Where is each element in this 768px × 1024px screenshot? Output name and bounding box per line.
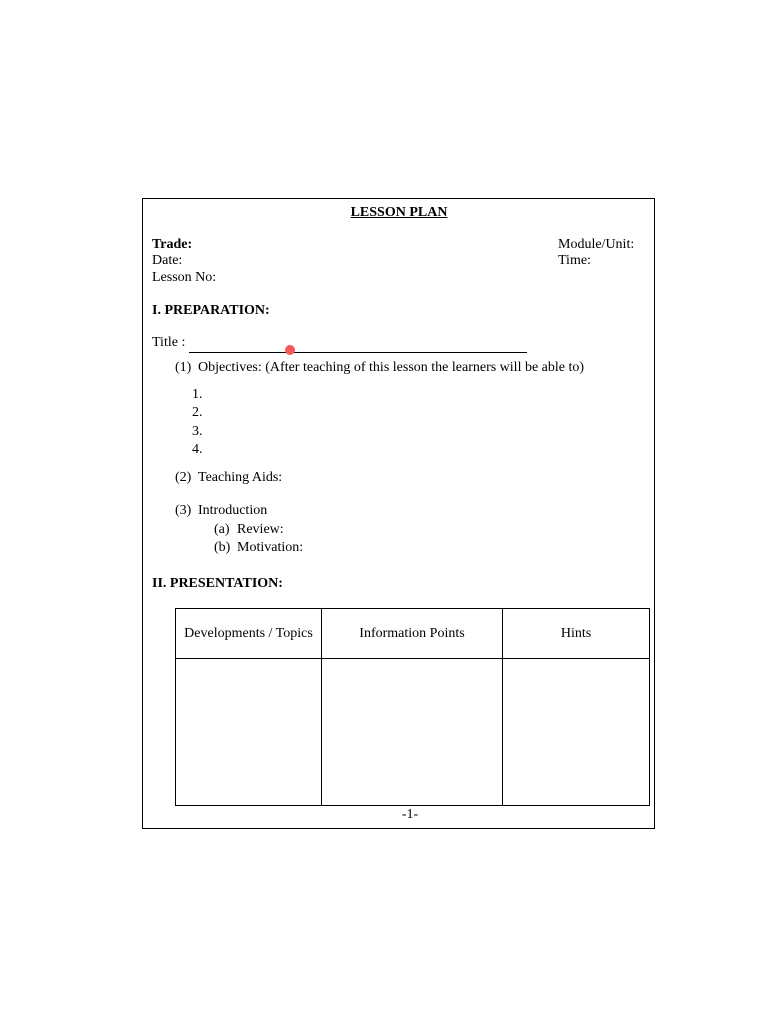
objectives-label: Objectives: (After teaching of this lesson the learners will be able to)	[198, 360, 585, 375]
objective-item: 4.	[192, 442, 203, 457]
objective-item: 3.	[192, 424, 203, 439]
page-number: -1-	[401, 807, 419, 822]
lesson-no-label: Lesson No:	[152, 270, 217, 285]
time-label: Time:	[558, 253, 591, 268]
objectives-number: (1)	[175, 360, 192, 375]
introduction-label: Introduction	[198, 503, 268, 518]
review-label: Review:	[237, 522, 284, 537]
title-label: Title :	[152, 335, 186, 350]
title-underline-field[interactable]	[189, 352, 527, 353]
objective-item: 2.	[192, 405, 203, 420]
introduction-number: (3)	[175, 503, 192, 518]
table-row	[176, 659, 650, 806]
hints-cell[interactable]	[503, 659, 650, 806]
document-title: LESSON PLAN	[350, 205, 448, 220]
date-label: Date:	[152, 253, 183, 268]
trade-label: Trade:	[152, 237, 193, 252]
motivation-letter: (b)	[214, 540, 231, 555]
column-header-information-points: Information Points	[322, 609, 503, 659]
presentation-heading: II. PRESENTATION:	[152, 576, 283, 591]
module-unit-label: Module/Unit:	[558, 237, 635, 252]
developments-topics-cell[interactable]	[176, 659, 322, 806]
table-header-row	[176, 609, 650, 659]
cursor-marker	[285, 345, 295, 355]
preparation-heading: I. PREPARATION:	[152, 303, 270, 318]
column-header-hints: Hints	[503, 609, 650, 659]
teaching-aids-number: (2)	[175, 470, 192, 485]
information-points-cell[interactable]	[322, 659, 503, 806]
motivation-label: Motivation:	[237, 540, 304, 555]
column-header-developments-topics: Developments / Topics	[176, 609, 322, 659]
teaching-aids-label: Teaching Aids:	[198, 470, 283, 485]
review-letter: (a)	[214, 522, 230, 537]
presentation-table	[175, 608, 650, 806]
objective-item: 1.	[192, 387, 203, 402]
